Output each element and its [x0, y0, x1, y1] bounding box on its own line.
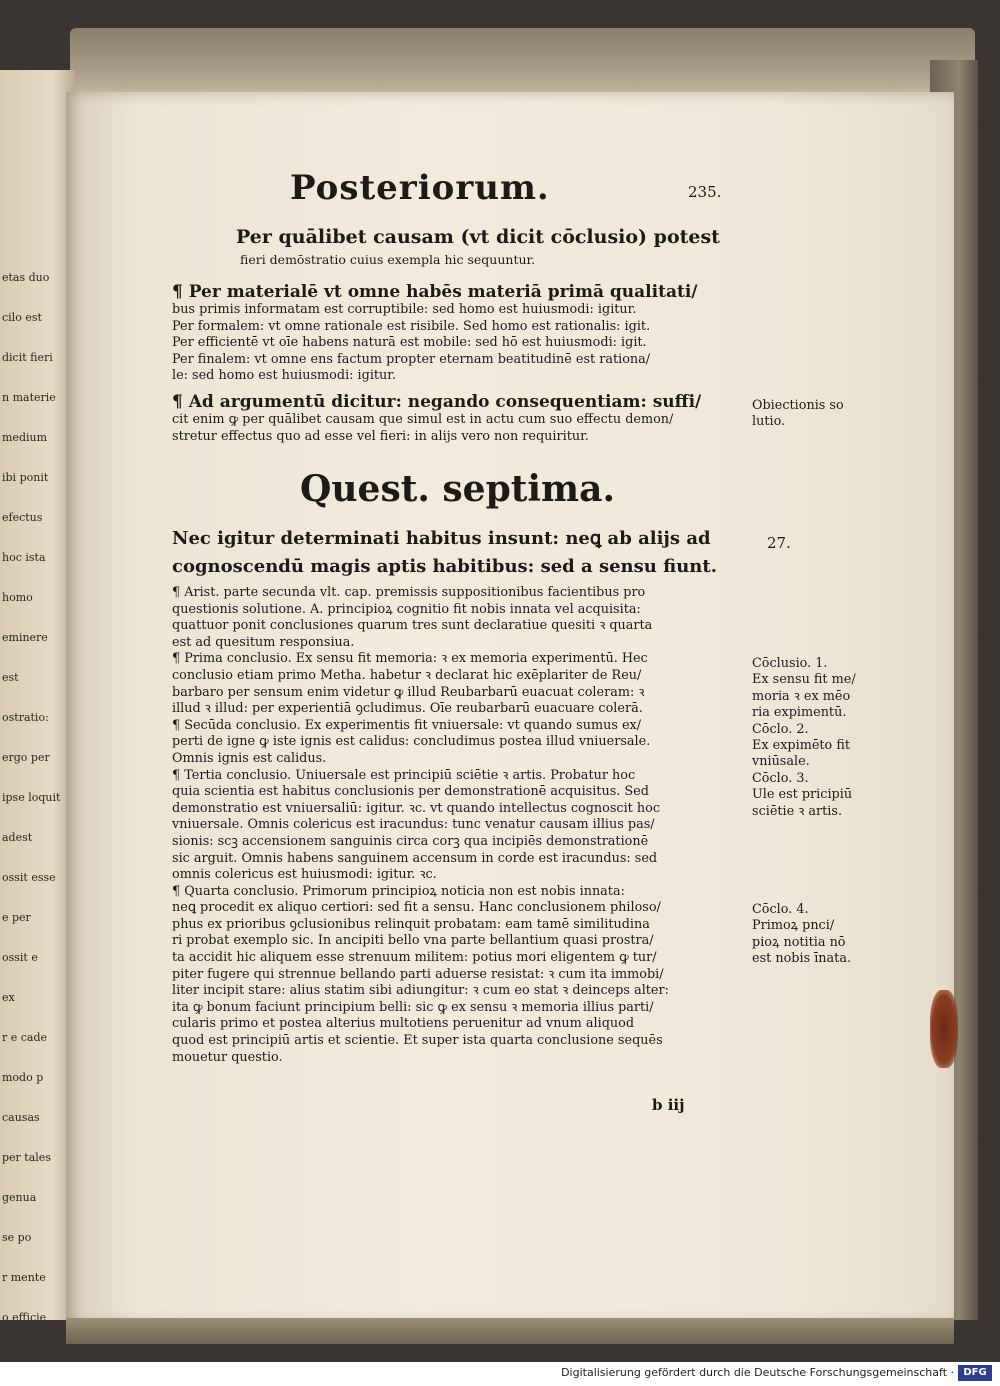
margin-note-line: moria ꝛ ex mēo [752, 688, 851, 704]
text-line: liter incipit stare: alius statim sibi adiungitur: ꝛ cum eo stat ꝛ deinceps alter: [172, 983, 669, 999]
margin-note-line: pioꝝ notitia nō [752, 934, 846, 950]
facing-page-text: e per [2, 911, 31, 924]
text-line: est ad quesitum responsiua. [172, 634, 355, 650]
text-line: le: sed homo est huiusmodi: igitur. [172, 368, 397, 384]
thesis-number: 27. [767, 534, 791, 552]
facing-page-text: n materie [2, 391, 56, 404]
footer-bar [0, 1362, 1000, 1386]
facing-page-text: se po [2, 1231, 32, 1244]
facing-page-text: efectus [2, 511, 43, 524]
facing-page-text: causas [2, 1111, 40, 1124]
facing-page-text: ergo per [2, 751, 50, 764]
facing-page-text: homo [2, 591, 33, 604]
text-block-2 [172, 392, 744, 445]
text-line: phus ex prioribus ꝯclusionibus relinquit probatam: eam tamē similitudina [172, 916, 650, 932]
text-line: ¶ Tertia conclusio. Uniuersale est principiū sciētie ꝛ artis. Probatur hoc [172, 767, 636, 783]
margin-note-line: Cōclo. 4. [752, 902, 809, 917]
text-line: illud ꝛ illud: per experientiā ꝯcludimus. Oīe reubarbarū euacuare colerā. [172, 701, 643, 717]
text-line: ¶ Ad argumentū dicitur: negando consequentiam: suffi/ [172, 392, 702, 412]
facing-page-text: medium [2, 431, 48, 444]
text-line: questionis solutione. A. principioꝝ cognitio fit nobis innata vel acquisita: [172, 601, 641, 617]
text-line: Per formalem: vt omne rationale est risibile. Sed homo est rationalis: igit. [172, 318, 651, 334]
facing-page-fragment [0, 70, 75, 1320]
text-line: ¶ Secūda conclusio. Ex experimentis fit vniuersale: vt quando sumus ex/ [172, 717, 642, 733]
facing-page-text: ex [2, 991, 15, 1004]
dfg-logo: DFG [958, 1365, 992, 1381]
thesis-line-2: cognoscendū magis aptis habitibus: sed a sensu fiunt. [172, 556, 717, 577]
facing-page-text: r e cade [2, 1031, 48, 1044]
facing-page-text: ibi ponit [2, 471, 49, 484]
facing-page-text: dicit fieri [2, 351, 53, 364]
text-line: ¶ Quarta conclusio. Primorum principioꝝ noticia non est nobis innata: [172, 883, 625, 899]
facing-page-text: ossit e [2, 951, 38, 964]
facing-page-text: modo p [2, 1071, 44, 1084]
text-line: piter fugere qui strennue bellando parti aduerse resistat: ꝛ cum ita immobi/ [172, 966, 664, 982]
facing-page-text: ipse loquit [2, 791, 61, 804]
text-line: conclusio etiam primo Metha. habetur ꝛ declarat hic exēplariter de Reu/ [172, 667, 642, 683]
thesis-line-1: Nec igitur determinati habitus insunt: neꝗ ab alijs ad [172, 528, 711, 549]
running-head: Posteriorum. [290, 168, 550, 208]
text-line: stretur effectus quo ad esse vel fieri: in alijs vero non requiritur. [172, 428, 589, 444]
text-line: quia scientia est habitus conclusionis per demonstrationē acquisitus. Sed [172, 784, 649, 800]
text-line: Per efficientē vt oīe habens naturā est mobile: sed hō est huiusmodi: igit. [172, 335, 647, 351]
book-cover-top [70, 28, 975, 100]
text-line: ¶ Arist. parte secunda vlt. cap. premissis suppositionibus facientibus pro [172, 585, 646, 600]
margin-note-line: Ex expimēto fit [752, 738, 851, 754]
signature-mark: b iij [652, 1096, 685, 1114]
margin-note-line: Primoꝝ pnci/ [752, 918, 835, 934]
margin-note-line: lutio. [752, 414, 786, 430]
facing-page-text: etas duo [2, 271, 50, 284]
text-line: ri probat exemplo sic. In ancipiti bello vna parte bellantium quasi prostra/ [172, 933, 654, 949]
facing-page-text: cilo est [2, 311, 42, 324]
text-line: bus primis informatam est corruptibile: sed homo est huiusmodi: igitur. [172, 302, 637, 317]
text-line: quattuor ponit conclusiones quarum tres sunt declaratiue quesiti ꝛ quarta [172, 618, 653, 634]
margin-note-line: ria expimentū. [752, 705, 847, 721]
text-line: Per finalem: vt omne ens factum propter eternam beatitudinē est rationa/ [172, 351, 651, 367]
question-title: Quest. septima. [300, 468, 615, 510]
facing-page-text: o efficie [2, 1311, 47, 1320]
text-line: cit enim ꝙ per quālibet causam que simul est in actu cum suo effectu demon/ [172, 412, 674, 427]
facing-page-text: est [2, 671, 19, 684]
margin-note-line: Cōclusio. 1. [752, 656, 828, 671]
text-line: ¶ Per materialē vt omne habēs materiā primā qualitati/ [172, 282, 698, 302]
text-line: perti de igne ꝙ iste ignis est calidus: concludimus postea illud vniuersale. [172, 734, 651, 750]
text-line: vniuersale. Omnis colericus est iracundus: tunc venatur causam illius pas/ [172, 817, 655, 833]
facing-page-text: per tales [2, 1151, 51, 1164]
margin-notes-3 [752, 902, 872, 968]
facing-page-text: hoc ista [2, 551, 46, 564]
text-block-1 [172, 282, 744, 385]
footer-credit: Digitalisierung gefördert durch die Deutsche Forschungsgemeinschaft · [561, 1366, 954, 1379]
margin-note-line: Ex sensu fit me/ [752, 672, 856, 688]
margin-note-line: vniūsale. [752, 754, 810, 770]
margin-note-line: est nobis īnata. [752, 951, 852, 967]
text-line: Omnis ignis est calidus. [172, 750, 327, 766]
page-bottom-edge [66, 1318, 954, 1344]
facing-page-text: genua [2, 1191, 37, 1204]
text-line: cularis primo et postea alterius multotiens peruenitur ad vnum aliquod [172, 1016, 635, 1032]
text-block-3 [172, 585, 744, 1066]
margin-note-line: Cōclo. 2. [752, 721, 809, 737]
facing-page-text: ossit esse [2, 871, 56, 884]
text-line: omnis colericus est huiusmodi: igitur. ꝛc. [172, 867, 437, 883]
facing-page-text: adest [2, 831, 33, 844]
text-line: neꝗ procedit ex aliquo certiori: sed fit a sensu. Hanc conclusionem philoso/ [172, 900, 661, 916]
margin-note-line: sciētie ꝛ artis. [752, 803, 843, 819]
text-line: quod est principiū artis et scientie. Et super ista quarta conclusione sequēs [172, 1033, 663, 1049]
text-line: mouetur questio. [172, 1049, 283, 1065]
margin-notes-2 [752, 656, 872, 820]
text-line: sic arguit. Omnis habens sanguinem accensum in corde est iracundus: sed [172, 850, 658, 866]
text-line: ita ꝙ bonum faciunt principium belli: sic ꝙ ex sensu ꝛ memoria illius parti/ [172, 999, 654, 1015]
text-line: ta accidit hic aliquem esse strenuum militem: potius mori eligentem ꝙ tur/ [172, 950, 657, 966]
text-line: ¶ Prima conclusio. Ex sensu fit memoria: ꝛ ex memoria experimentū. Hec [172, 651, 648, 667]
facing-page-text: r mente [2, 1271, 46, 1284]
wax-stain [930, 990, 958, 1068]
margin-note-line: Obiectionis so [752, 398, 844, 413]
text-line: barbaro per sensum enim videtur ꝙ illud Reubarbarū euacuat coleram: ꝛ [172, 684, 645, 700]
text-line: demonstratio est vniuersaliū: igitur. ꝛc. vt quando intellectus cognoscit hoc [172, 800, 660, 816]
folio-number: 235. [688, 183, 722, 201]
margin-note-line: Ule est pricipiū [752, 787, 853, 803]
facing-page-text: ostratio: [2, 711, 49, 724]
margin-note-1 [752, 398, 872, 431]
intro-line-1: Per quālibet causam (vt dicit cōclusio) potest [236, 226, 720, 248]
text-line: sionis: scꝫ accensionem sanguinis circa corꝫ qua incipiēs demonstrationē [172, 833, 649, 849]
facing-page-text: eminere [2, 631, 48, 644]
margin-note-line: Cōclo. 3. [752, 770, 809, 786]
intro-line-2: fieri demōstratio cuius exempla hic sequuntur. [240, 252, 536, 267]
